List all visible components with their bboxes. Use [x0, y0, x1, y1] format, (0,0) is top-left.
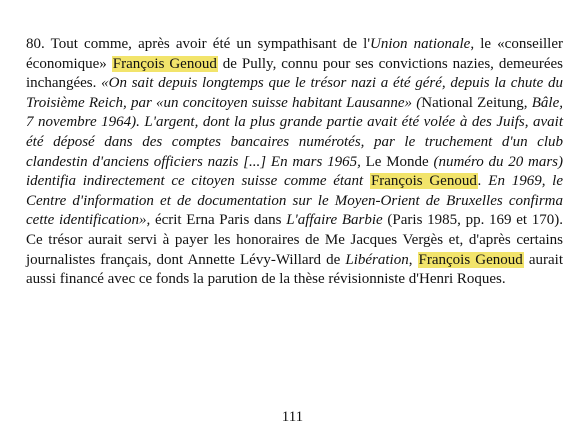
- text-run: National Zeitung,: [421, 94, 532, 111]
- page-number: 111: [281, 409, 304, 425]
- italic-text: L'affaire Barbie: [286, 212, 388, 229]
- highlighted-name: François Genoud: [418, 251, 523, 268]
- text-run: ,: [408, 251, 418, 268]
- text-run: aurait aussi financé avec ce fonds la parution de la thèse révisionniste d'Henri Roques.: [26, 251, 563, 288]
- highlighted-name: François Genoud: [112, 55, 217, 72]
- italic-text: (numéro du 20 mars) identifia indirectement ce citoyen suisse comme étant: [26, 153, 563, 190]
- italic-text: Libération: [345, 251, 409, 268]
- text-run: écrit Erna Paris dans: [154, 212, 287, 229]
- italic-text: Union nationale: [370, 36, 471, 52]
- italic-text: Bâle, 7 novembre 1964). L'argent, dont la plus grande partie avait été volée à des Juifs, avait été déposé dans des comptes bancaires numérotés, par le truchement d'un club clandestin d'anciens officiers nazis [...] En mars 1965,: [26, 94, 563, 170]
- text-run: (Paris 1985, pp. 169 et 170). Ce trésor aurait servi à payer les honoraires de Me Jacques Vergès et, d'après certains journalistes français, dont Annette Lévy-Willard de: [26, 212, 563, 268]
- highlighted-name: François Genoud: [370, 173, 477, 190]
- footnote-80: [26, 35, 563, 290]
- italic-text: . En 1969, le Centre d'information et de documentation sur le Moyen-Orient de Bruxelles confirma cette identification»,: [26, 173, 563, 229]
- italic-text: «On sait depuis longtemps que le trésor nazi a été géré, depuis la chute du Troisième Reich, par «un concitoyen suisse habitant Lausanne» (: [26, 75, 563, 111]
- text-run: 80. Tout comme, après avoir été un sympathisant de l': [26, 36, 371, 52]
- text-run: , le «conseiller économique»: [26, 36, 563, 72]
- text-run: de Pully, connu pour ses convictions nazies, demeurées inchangées.: [26, 55, 563, 92]
- text-run: Le Monde: [365, 153, 434, 170]
